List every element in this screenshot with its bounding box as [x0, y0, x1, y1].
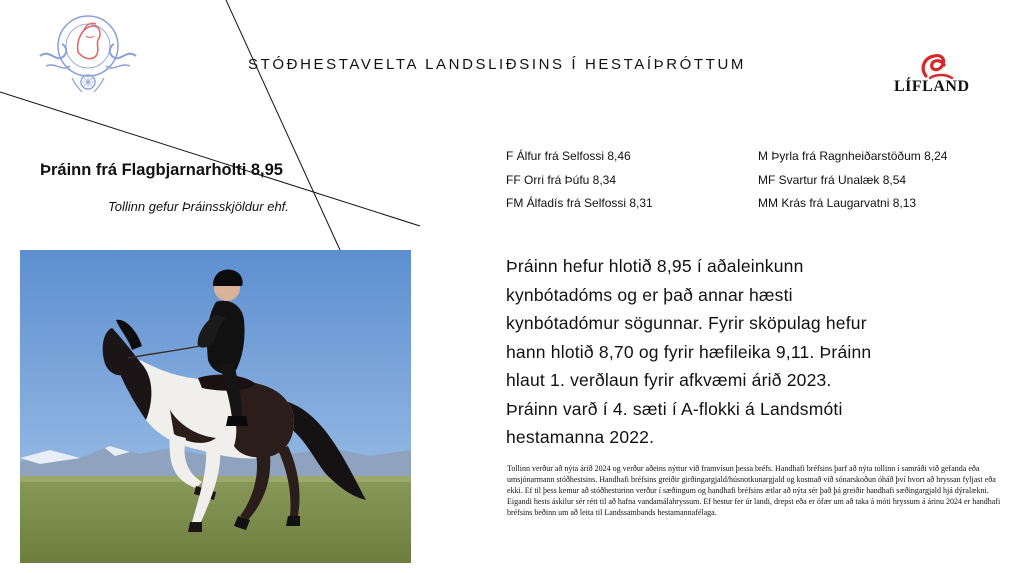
pedigree-dam: M Þyrla frá Ragnheiðarstöðum 8,24: [758, 149, 948, 163]
pedigree-dams-sire: MF Svartur frá Unalæk 8,54: [758, 172, 907, 187]
pedigree-dam-side: [758, 149, 947, 220]
page-title: STÓÐHESTAVELTA LANDSLIÐSINS Í HESTAÍÞRÓTTUM: [248, 56, 746, 73]
terms-fine-print: Tollinn verður að nýta árið 2024 og verður aðeins nýttur við framvísun þessa bréfs. Handhafi bréfsins þarf að nýta tollinn í samráði við gefanda eða umsjónarmann stóðhestsins. Handhafi bréfsins greiðir girðingargjald/húsnotkunargjald og kostnað við sónarskoðun óháð því hvort að hryssan fyljast eða ekki. Ef til þess kemur að stóðhesturinn verður í sæðingum og handhafi bréfsins ætlar að nýta sér það þá greiðir handhafi sæðingargjald hjá dýralækni. Eigandi hests áskilur sér rétt til að hafna vandamálahryssum. Ef hestur fer úr landi, drepst eða er ófær um að taka á móti hryssum á árinu 2024 er handhafi bréfsins beðinn um að leita til Landssambands hestamannafélaga.: [507, 464, 1001, 517]
stallion-donor: Tollinn gefur Þráinsskjöldur ehf.: [108, 199, 289, 214]
pedigree-sires-dam: FM Álfadís frá Selfossi 8,31: [506, 196, 653, 210]
description-line: kynbótadómur sögunnar. Fyrir sköpulag hefur: [506, 313, 867, 333]
landssamband-hestamannafelaga-logo-icon: [36, 6, 140, 98]
horse-photo: [20, 250, 411, 563]
description-line: kynbótadóms og er það annar hæsti: [506, 284, 793, 305]
landssamband-logo: [36, 6, 140, 98]
description-line: Þráinn hefur hlotið 8,95 í aðaleinkunn: [506, 256, 804, 276]
lifland-logo: [890, 48, 990, 98]
stallion-description: [506, 252, 946, 452]
description-line: Þráinn varð í 4. sæti í A-flokki á Landsmóti: [506, 398, 843, 419]
horse-and-rider-photo-icon: [20, 250, 411, 563]
description-line: hlaut 1. verðlaun fyrir afkvæmi árið 2023.: [506, 370, 832, 390]
pedigree-sires-sire: FF Orri frá Þúfu 8,34: [506, 172, 617, 187]
lifland-logo-icon: [890, 48, 990, 80]
pedigree-sire-side: [506, 149, 653, 220]
description-line: hann hlotið 8,70 og fyrir hæfileika 9,11. Þráinn: [506, 341, 872, 362]
description-line: hestamanna 2022.: [506, 427, 655, 447]
pedigree-dams-dam: MM Krás frá Laugarvatni 8,13: [758, 196, 917, 210]
lifland-logo-word: LÍFLAND: [894, 78, 970, 95]
stallion-name: Þráinn frá Flagbjarnarholti 8,95: [40, 161, 283, 179]
pedigree-sire: F Álfur frá Selfossi 8,46: [506, 149, 631, 163]
